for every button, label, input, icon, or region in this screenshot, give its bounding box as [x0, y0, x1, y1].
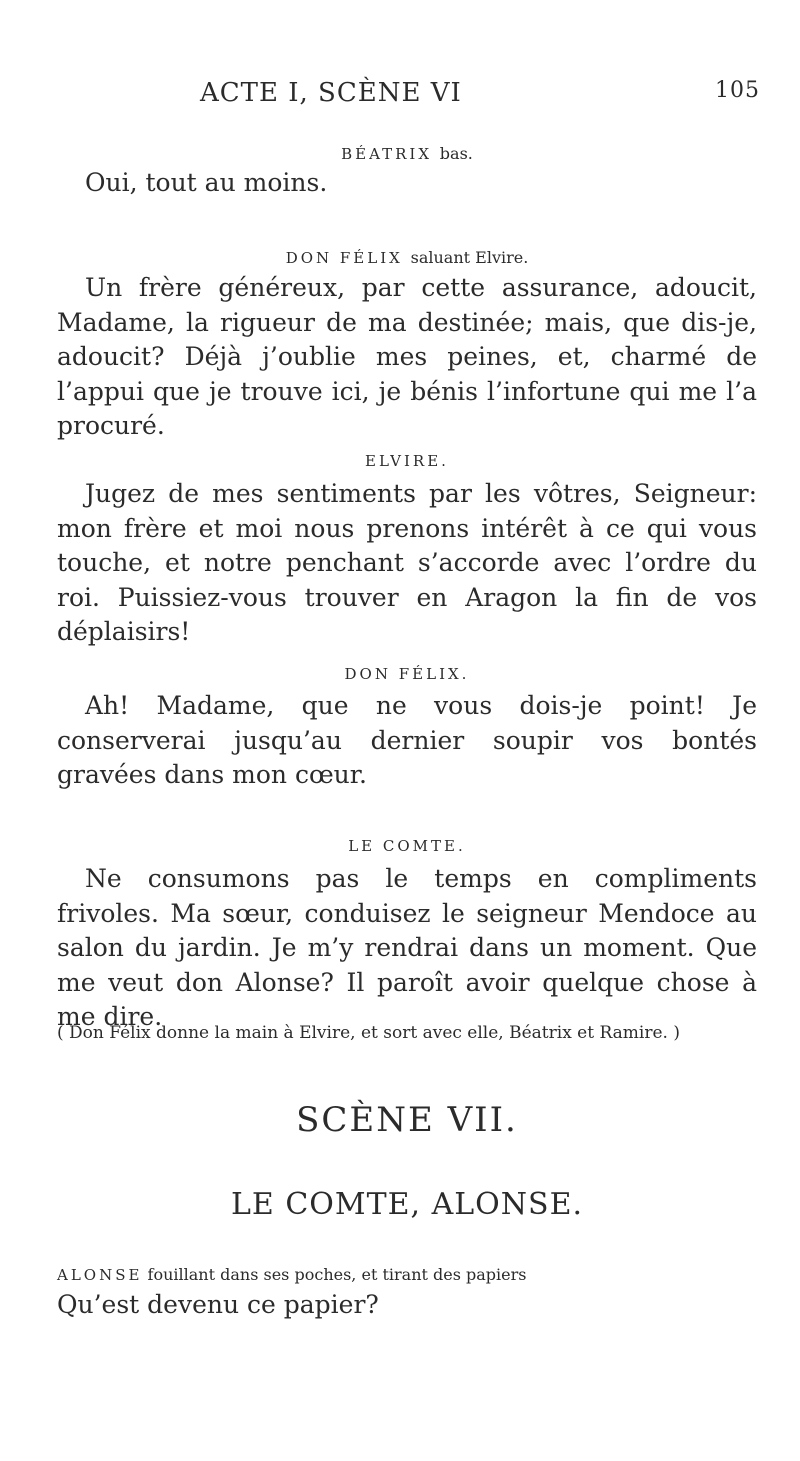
scene-characters: LE COMTE, ALONSE. — [230, 1187, 584, 1222]
dialogue-text: Ah! Madame, que ne vous dois-je point! Je conserverai jusqu’au dernier soupir vos bontés gravées dans mon cœur. — [57, 691, 757, 789]
speaker-heading — [57, 665, 757, 683]
dialogue-text: Oui, tout au moins. — [85, 168, 328, 197]
speaker-heading — [57, 837, 757, 855]
speaker-name: ALONSE — [57, 1266, 143, 1284]
dialogue-paragraph — [57, 271, 757, 444]
dialogue-text: Jugez de mes sentiments par les vôtres, Seigneur: mon frère et moi nous prenons intérêt à ce qui vous touche, et notre penchant s’accorde avec l’ordre du roi. Puissiez-vous trouver en Aragon la fin de vos déplaisirs! — [57, 479, 757, 646]
scene-title: SCÈNE VII. — [296, 1100, 518, 1140]
speaker-name: DON FÉLIX — [285, 249, 403, 267]
speaker-direction: saluant Elvire. — [410, 248, 529, 267]
dialogue-paragraph — [57, 477, 757, 650]
dialogue-paragraph — [57, 862, 757, 1035]
speaker-heading — [57, 144, 757, 163]
dialogue-text: Ne consumons pas le temps en compliments frivoles. Ma sœur, conduisez le seigneur Mendoce au salon du jardin. Je m’y rendrai dans un moment. Que me veut don Alonse? Il paroît avoir quelque chose à me dire. — [57, 864, 757, 1031]
speaker-direction: fouillant dans ses poches, et tirant des papiers — [147, 1265, 527, 1284]
speaker-heading — [57, 1265, 757, 1284]
speaker-direction: bas. — [439, 144, 473, 163]
dialogue-paragraph — [57, 689, 757, 793]
running-header — [200, 78, 760, 114]
dialogue-paragraph — [57, 1288, 757, 1323]
speaker-heading — [57, 248, 757, 267]
speaker-name: DON FÉLIX. — [344, 665, 470, 683]
dialogue-text: Qu’est devenu ce papier? — [57, 1290, 379, 1319]
speaker-name: ELVIRE. — [365, 452, 449, 470]
speaker-name: LE COMTE. — [348, 837, 466, 855]
dialogue-text: Un frère généreux, par cette assurance, adoucit, Madame, la rigueur de ma destinée; mais, que dis-je, adoucit? Déjà j’oublie mes peines, et, charmé de l’appui que je trouve ici, je bénis l’infortune qui me l’a procuré. — [57, 273, 757, 440]
stage-direction: ( Don Félix donne la main à Elvire, et sort avec elle, Béatrix et Ramire. ) — [57, 1023, 680, 1043]
speaker-heading — [57, 452, 757, 470]
page-number: 105 — [715, 78, 760, 103]
running-title: ACTE I, SCÈNE VI — [200, 78, 462, 108]
speaker-name: BÉATRIX — [341, 145, 433, 163]
dialogue-paragraph — [57, 166, 757, 201]
